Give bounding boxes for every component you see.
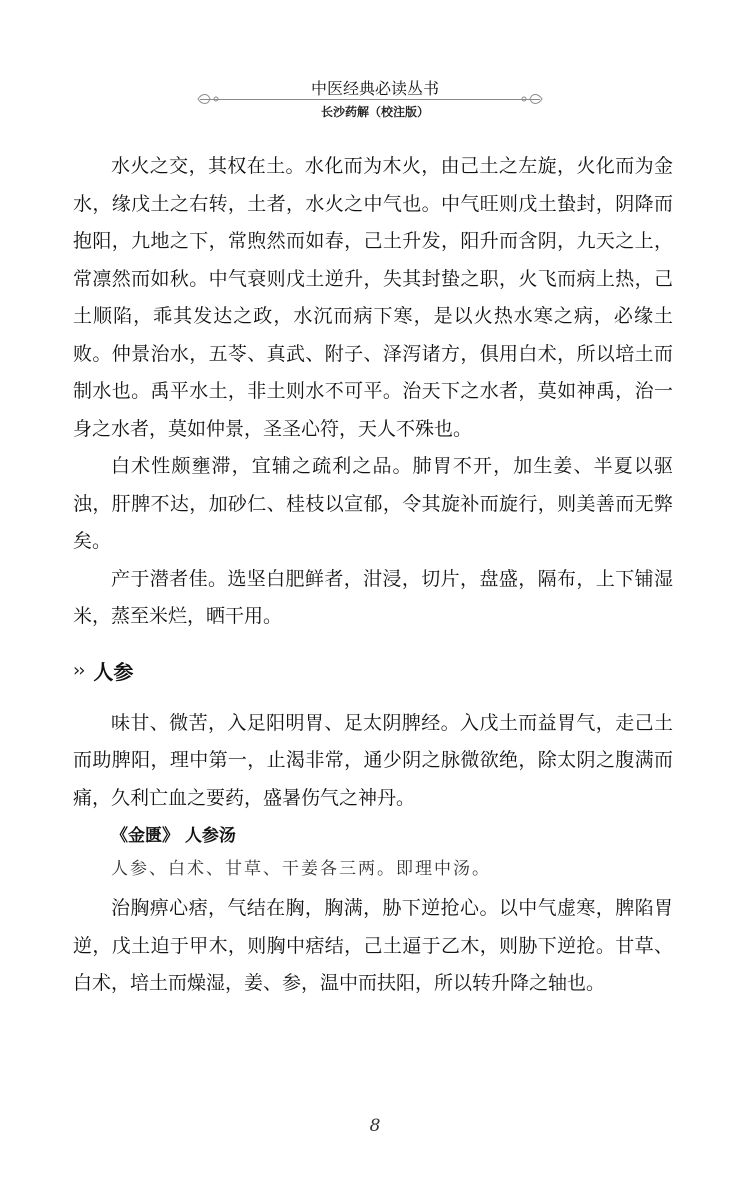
- paragraph: 白术性颇壅滞，宜辅之疏利之品。肺胃不开，加生姜、半夏以驱浊，肝脾不达，加砂仁、桂枝以宣郁，令其旋补而旋行，则美善而无弊矣。: [73, 455, 673, 552]
- paragraph: 味甘、微苦，入足阳明胃、足太阴脾经。入戊土而益胃气，走己土而助脾阳，理中第一，止渴非常，通少阴之脉微欲绝，除太阴之腹满而痛，久利亡血之要药，盛暑伤气之神丹。: [73, 711, 673, 809]
- page-body: [73, 148, 673, 1003]
- section-title: 人参: [93, 659, 134, 684]
- chevron-right-icon: ››: [73, 659, 84, 681]
- page-number: 8: [369, 1116, 381, 1136]
- paragraph: 产于潜者佳。选坚白肥鲜者，泔浸，切片，盘盛，隔布，上下铺湿米，蒸至米烂，晒干用。: [73, 567, 673, 627]
- formula-ingredients: 人参、白术、甘草、干姜各三两。即理中汤。: [111, 859, 491, 879]
- formula-title: 《金匮》 人参汤: [111, 826, 236, 846]
- book-subtitle: 长沙药解（校注版）: [320, 105, 429, 119]
- series-title: 中医经典必读丛书: [310, 79, 439, 98]
- paragraph: 水火之交，其权在土。水化而为木火，由己土之左旋，火化而为金水，缘戊土之右转，土者，水火之中气也。中气旺则戊土蛰封，阴降而抱阳，九地之下，常煦然而如春，己土升发，阳升而含阴，九天之上，常凛然而如秋。中气衰则戊土逆升，失其封蛰之职，火飞而病上热，己土顺陷，乖其发达之政，水沉而病下寒，是以火热水寒之病，必缘土败。仲景治水，五苓、真武、附子、泽泻诸方，俱用白术，所以培土而制水也。禹平水土，非土则水不可平。治天下之水者，莫如神禹，治一身之水者，莫如仲景，圣圣心符，天人不殊也。: [73, 155, 673, 440]
- section-heading: [73, 656, 673, 685]
- header-rule: [200, 99, 540, 100]
- paragraph: 治胸痹心痞，气结在胸，胸满，胁下逆抢心。以中气虚寒，脾陷胃逆，戊土迫于甲木，则胸中痞结，己土逼于乙木，则胁下逆抢。甘草、白术，培土而燥湿，姜、参，温中而扶阳，所以转升降之轴也。: [73, 897, 673, 994]
